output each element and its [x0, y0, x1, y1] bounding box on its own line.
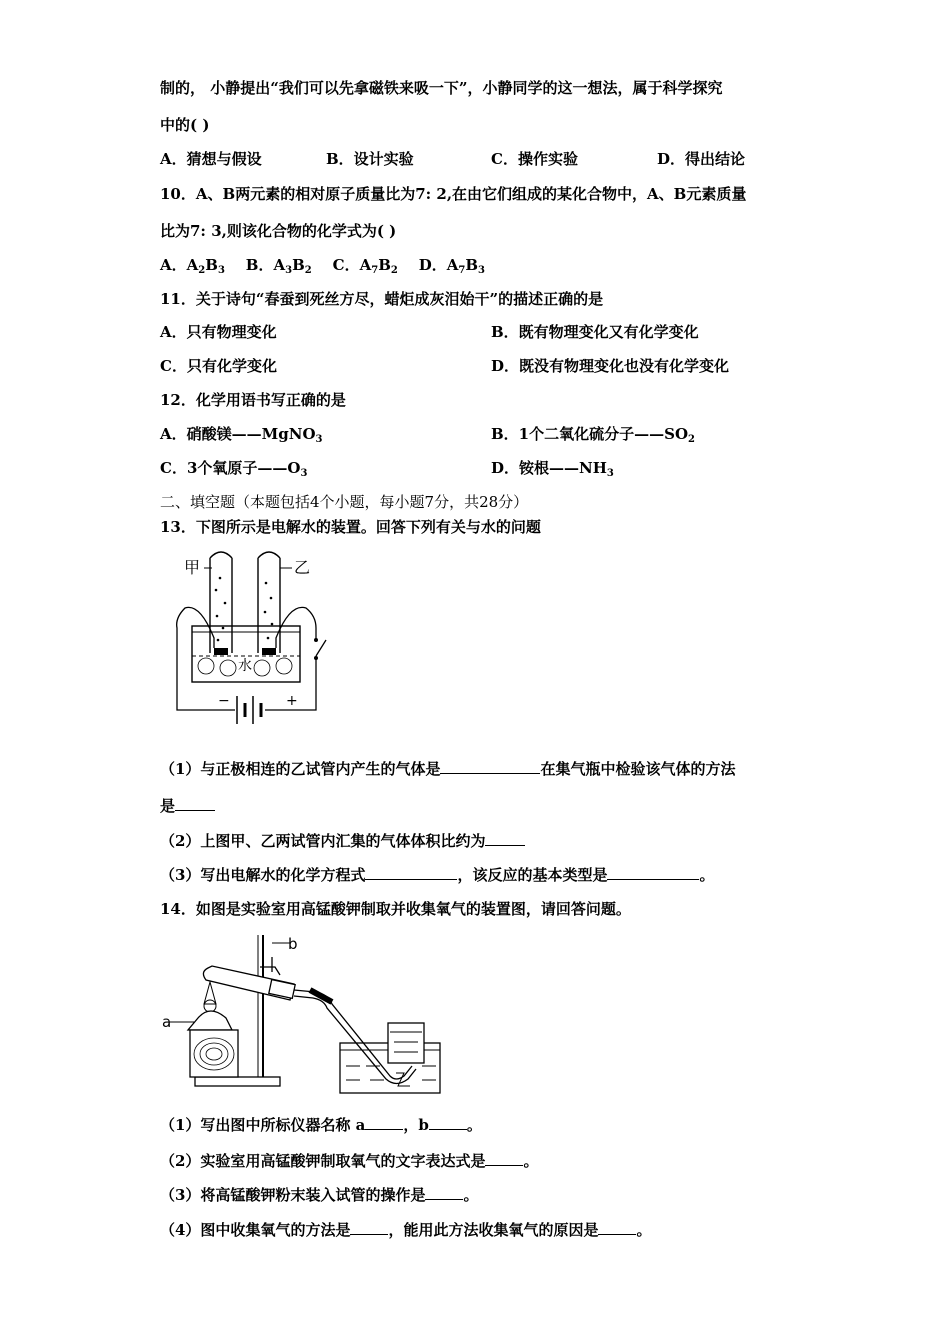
label-a: a: [162, 1013, 172, 1031]
label-b: b: [288, 935, 298, 953]
q11-option-b: B．既有物理变化又有化学变化: [491, 323, 699, 341]
q12-option-b: B．1个二氧化硫分子$——SO_2$: [491, 425, 695, 445]
q11-option-d: D．既没有物理变化也没有化学变化: [491, 357, 730, 375]
answer-blank[interactable]: [440, 759, 540, 774]
q13-stem: 13．下图所示是电解水的装置。回答下列有关与水的问题: [160, 518, 541, 536]
q14-part2: （2）实验室用高锰酸钾制取氧气的文字表达式是 。: [160, 1152, 539, 1170]
q14-part3: （3）将高锰酸钾粉末装入试管的操作是 。: [160, 1186, 479, 1204]
q10-option-c: C．$A_7B_2$: [332, 256, 398, 276]
q14-stem: 14．如图是实验室用高锰酸钾制取并收集氧气的装置图，请回答问题。: [160, 900, 631, 918]
q11-option-a: A．只有物理变化: [160, 323, 277, 341]
answer-blank[interactable]: [429, 1115, 467, 1130]
label-water: 水: [238, 658, 252, 674]
q13-part2: （2）上图甲、乙两试管内汇集的气体体积比约为: [160, 831, 525, 851]
answer-blank[interactable]: [365, 865, 457, 880]
answer-blank[interactable]: [598, 1220, 636, 1235]
q9-option-d: D．得出结论: [657, 150, 746, 168]
q12-option-a: A．硝酸镁——MgNO$_3$: [160, 425, 323, 445]
answer-blank[interactable]: [485, 1151, 523, 1166]
q11-stem: 11．关于诗句“春蚕到死丝方尽，蜡炬成灰泪始干”的描述正确的是: [160, 290, 604, 308]
q9-option-c: C．操作实验: [491, 150, 578, 168]
q10-stem-line1: 10．A、B两元素的相对原子质量比为7: 2,在由它们组成的某化合物中，A、B元素质量: [160, 185, 747, 203]
q9-stem-line2: 中的( ): [160, 116, 210, 134]
label-jia: 甲: [184, 558, 201, 577]
electrolysis-apparatus-figure: [170, 548, 340, 738]
q12-stem: 12．化学用语书写正确的是: [160, 391, 346, 409]
oxygen-preparation-apparatus-figure: [160, 930, 450, 1095]
answer-blank[interactable]: [425, 1185, 463, 1200]
answer-blank[interactable]: [175, 796, 215, 811]
q10-option-b: B．$A_3B_2$: [245, 256, 312, 276]
section-2-heading: 二、填空题（本题包括4个小题，每小题7分，共28分）: [160, 493, 529, 511]
q14-part4: （4）图中收集氧气的方法是 ，能用此方法收集氧气的原因是 。: [160, 1221, 652, 1239]
label-plus: +: [286, 693, 298, 709]
q12-option-d: D．铵根$——NH_3$: [491, 459, 614, 479]
q13-part1-line2: 是: [160, 796, 215, 816]
label-yi: 乙: [294, 558, 311, 577]
q9-stem-line1: 制的， 小静提出“我们可以先拿磁铁来吸一下”，小静同学的这一想法，属于科学探究: [160, 79, 723, 97]
q11-option-c: C．只有化学变化: [160, 357, 277, 375]
answer-blank[interactable]: [365, 1115, 403, 1130]
q13-part3: （3）写出电解水的化学方程式 ，该反应的基本类型是 。: [160, 866, 715, 884]
q10-option-a: A．$A_2B_3$: [160, 256, 225, 276]
q9-option-a: A．猜想与假设: [160, 150, 262, 168]
q14-part1: （1）写出图中所标仪器名称 a ，b 。: [160, 1116, 482, 1134]
q9-option-b: B．设计实验: [326, 150, 414, 168]
label-minus: −: [218, 693, 230, 709]
q13-part1-line1: （1）与正极相连的乙试管内产生的气体是 在集气瓶中检验该气体的方法: [160, 760, 736, 778]
answer-blank[interactable]: [607, 865, 699, 880]
q10-option-d: D．$A_7B_3$: [418, 256, 486, 276]
q10-stem-line2: 比为7: 3,则该化合物的化学式为( ): [160, 222, 397, 240]
answer-blank[interactable]: [350, 1220, 388, 1235]
q12-option-c: C．3个氧原子$——O_3$: [160, 459, 308, 479]
answer-blank[interactable]: [485, 831, 525, 846]
q10-options: [160, 255, 485, 281]
